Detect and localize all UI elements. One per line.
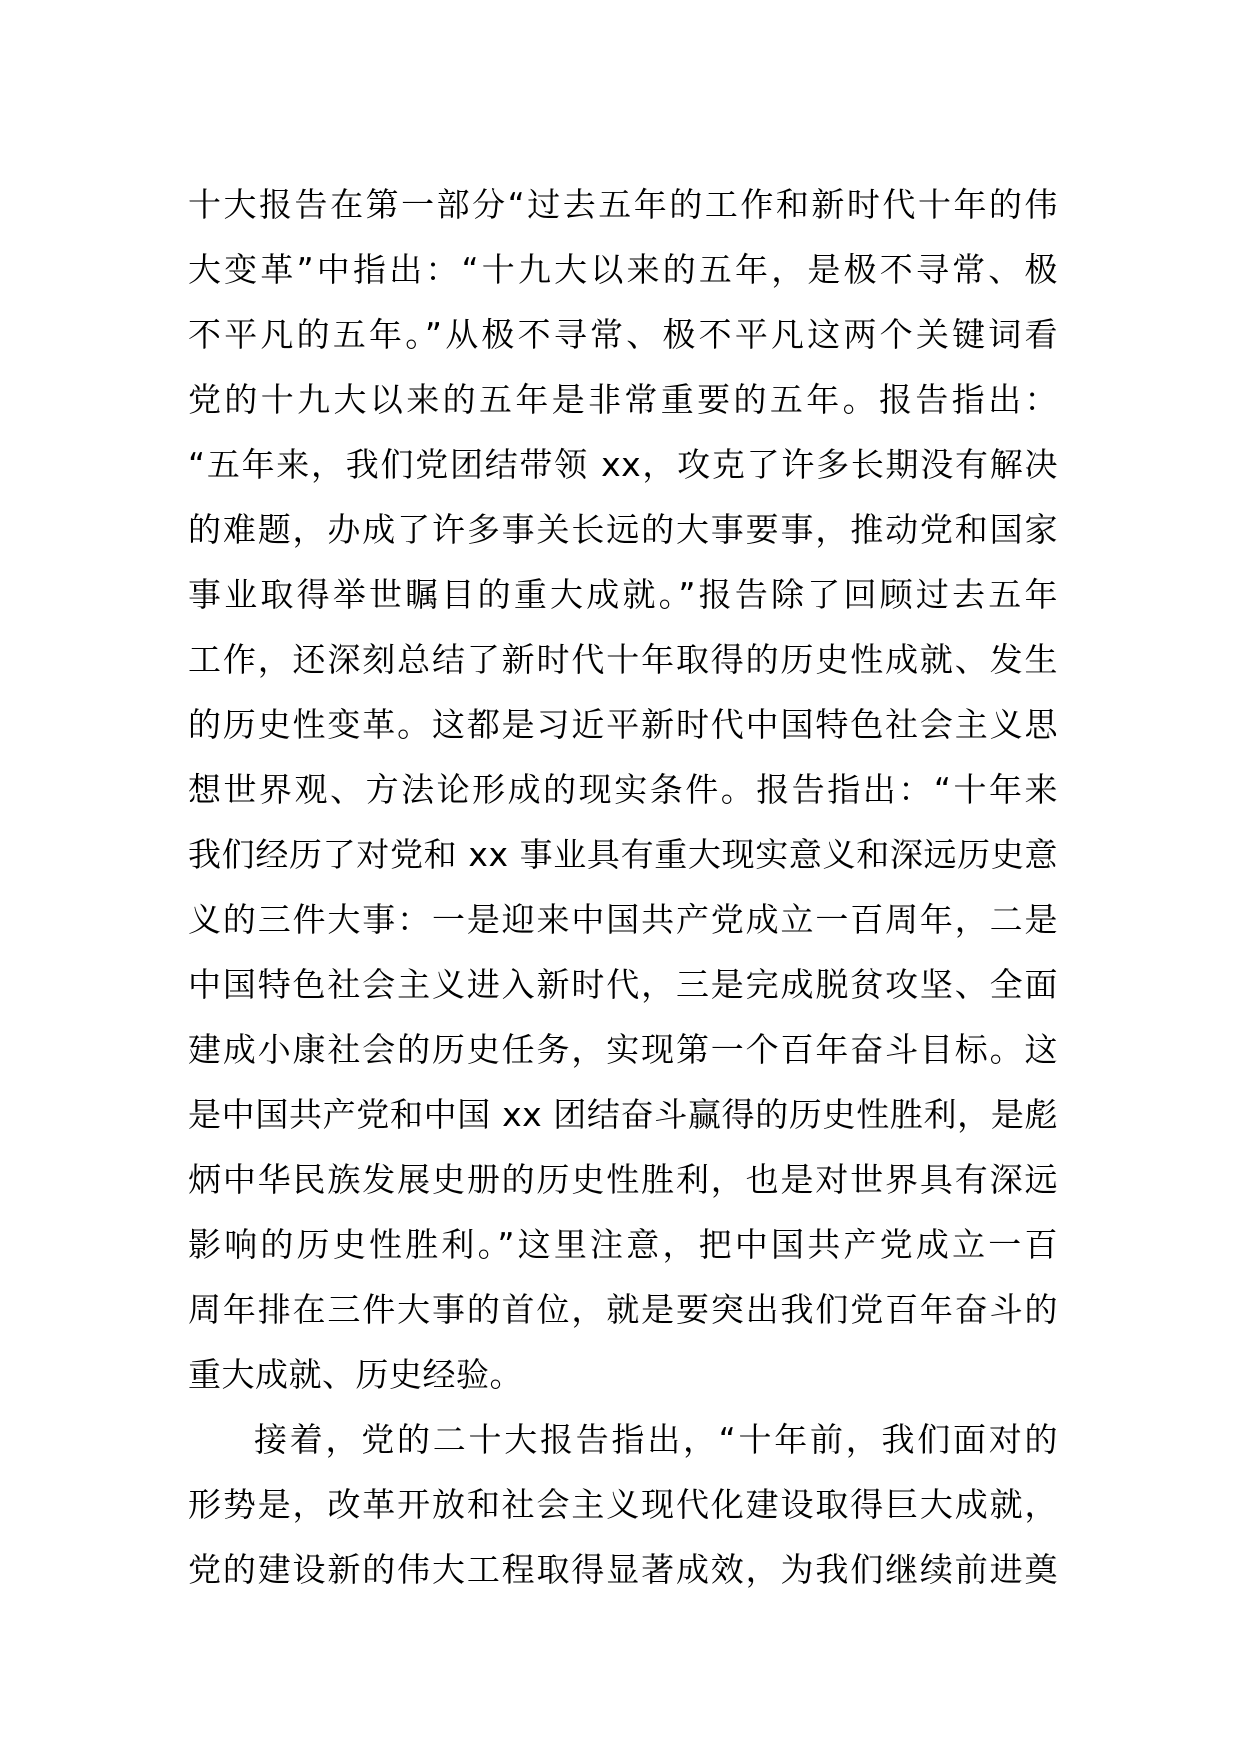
text-line: 建成小康社会的历史任务，实现第一个百年奋斗目标。这 <box>188 1030 1058 1069</box>
paragraph-start-line: 接着，党的二十大报告指出，“十年前，我们面对的 <box>254 1420 1058 1459</box>
text-line: 义的三件大事：一是迎来中国共产党成立一百周年，二是 <box>188 900 1058 939</box>
text-line: 是中国共产党和中国 xx 团结奋斗赢得的历史性胜利，是彪 <box>188 1095 1058 1134</box>
text-line: 大变革”中指出：“十九大以来的五年，是极不寻常、极 <box>188 250 1058 289</box>
text-line: 党的十九大以来的五年是非常重要的五年。报告指出： <box>188 380 1058 419</box>
text-line: 周年排在三件大事的首位，就是要突出我们党百年奋斗的 <box>188 1290 1058 1329</box>
text-line: 党的建设新的伟大工程取得显著成效，为我们继续前进奠 <box>188 1550 1058 1589</box>
text-line: 中国特色社会主义进入新时代，三是完成脱贫攻坚、全面 <box>188 965 1058 1004</box>
text-line: 不平凡的五年。”从极不寻常、极不平凡这两个关键词看 <box>188 315 1058 354</box>
text-line: 的历史性变革。这都是习近平新时代中国特色社会主义思 <box>188 705 1058 744</box>
text-line: 事业取得举世瞩目的重大成就。”报告除了回顾过去五年 <box>188 575 1058 614</box>
body-text <box>188 172 1058 1602</box>
text-line: 想世界观、方法论形成的现实条件。报告指出：“十年来 <box>188 770 1058 809</box>
paragraph-end-line: 重大成就、历史经验。 <box>188 1355 523 1394</box>
text-line: 影响的历史性胜利。”这里注意，把中国共产党成立一百 <box>188 1225 1058 1264</box>
text-line: 的难题，办成了许多事关长远的大事要事，推动党和国家 <box>188 510 1058 549</box>
text-line: 炳中华民族发展史册的历史性胜利，也是对世界具有深远 <box>188 1160 1058 1199</box>
text-line: 十大报告在第一部分“过去五年的工作和新时代十年的伟 <box>188 185 1058 224</box>
text-line: 我们经历了对党和 xx 事业具有重大现实意义和深远历史意 <box>188 835 1058 874</box>
text-line: 形势是，改革开放和社会主义现代化建设取得巨大成就， <box>188 1485 1058 1524</box>
text-line: 工作，还深刻总结了新时代十年取得的历史性成就、发生 <box>188 640 1058 679</box>
text-line: “五年来，我们党团结带领 xx，攻克了许多长期没有解决 <box>188 445 1058 484</box>
